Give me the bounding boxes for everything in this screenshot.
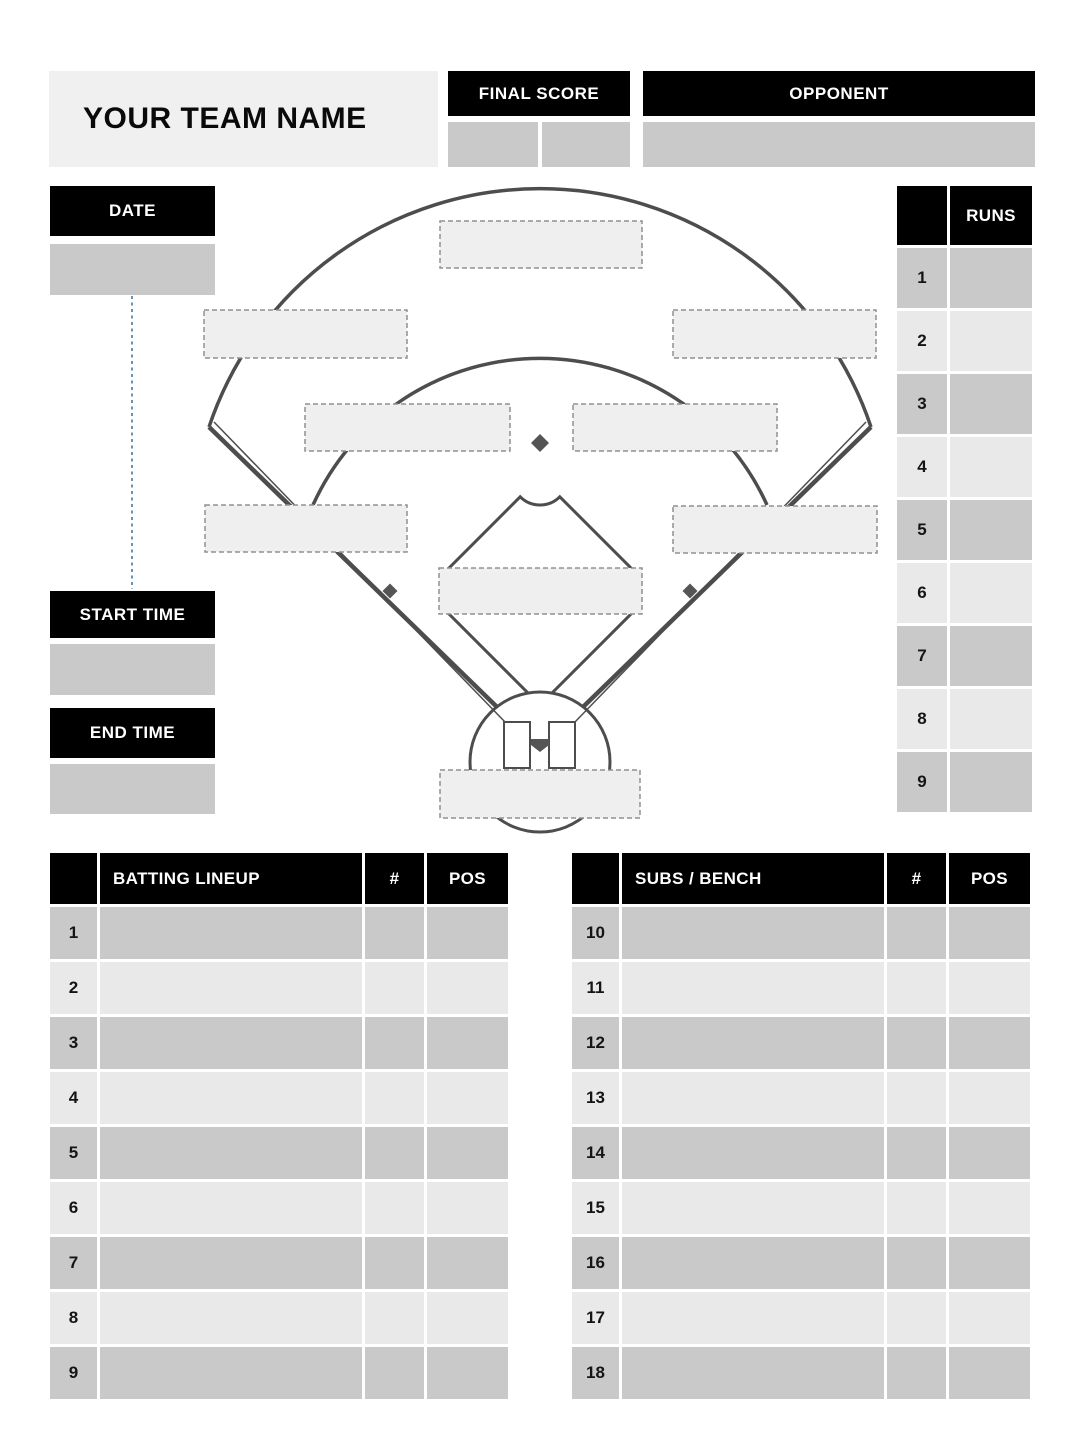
position-input[interactable] [949,1072,1030,1124]
right-batter-box [549,722,575,768]
position-header: POS [427,853,508,904]
player-name-input[interactable] [622,1347,884,1399]
jersey-number-input[interactable] [887,1017,946,1069]
player-name-input[interactable] [100,1072,362,1124]
runs-input[interactable] [950,248,1032,308]
inning-number: 5 [897,500,947,560]
position-input[interactable] [949,1237,1030,1289]
slot-pitcher[interactable] [439,568,642,614]
jersey-number-header: # [887,853,946,904]
position-input[interactable] [427,962,508,1014]
final-score-header: FINAL SCORE [448,71,630,116]
position-input[interactable] [949,1017,1030,1069]
runs-input[interactable] [950,563,1032,623]
batting-lineup-table [50,853,508,1399]
runs-input[interactable] [950,626,1032,686]
inning-number: 2 [897,311,947,371]
batting-order-number: 3 [50,1017,97,1069]
slot-right-field[interactable] [673,310,876,358]
jersey-number-input[interactable] [365,1347,424,1399]
player-name-input[interactable] [622,1017,884,1069]
runs-input[interactable] [950,752,1032,812]
runs-input[interactable] [950,374,1032,434]
player-name-input[interactable] [100,1182,362,1234]
jersey-number-input[interactable] [365,1182,424,1234]
jersey-number-input[interactable] [887,1182,946,1234]
inning-number: 6 [897,563,947,623]
sub-order-number: 17 [572,1292,619,1344]
jersey-number-input[interactable] [887,1237,946,1289]
jersey-number-input[interactable] [887,1072,946,1124]
jersey-number-input[interactable] [365,1072,424,1124]
batting-order-number: 2 [50,962,97,1014]
sub-order-number: 13 [572,1072,619,1124]
jersey-number-input[interactable] [365,1017,424,1069]
inning-number: 3 [897,374,947,434]
second-base-marker-icon [531,434,549,452]
slot-right-middle-infield[interactable] [573,404,777,451]
slot-third-base[interactable] [205,505,407,552]
batting-order-number: 7 [50,1237,97,1289]
jersey-number-input[interactable] [365,1127,424,1179]
sub-order-number: 14 [572,1127,619,1179]
player-name-input[interactable] [622,1072,884,1124]
left-foul-line [209,427,497,707]
runs-input[interactable] [950,500,1032,560]
jersey-number-input[interactable] [887,1127,946,1179]
sub-order-number: 10 [572,907,619,959]
player-name-input[interactable] [622,907,884,959]
position-input[interactable] [949,962,1030,1014]
jersey-number-input[interactable] [887,907,946,959]
team-name-field[interactable]: YOUR TEAM NAME [49,71,438,167]
player-name-input[interactable] [100,1292,362,1344]
batting-order-number: 8 [50,1292,97,1344]
position-input[interactable] [427,1072,508,1124]
batting-order-number: 6 [50,1182,97,1234]
sub-order-number: 15 [572,1182,619,1234]
jersey-number-input[interactable] [365,962,424,1014]
jersey-number-input[interactable] [887,962,946,1014]
runs-input[interactable] [950,311,1032,371]
player-name-input[interactable] [622,1182,884,1234]
opponent-header: OPPONENT [643,71,1035,116]
position-input[interactable] [949,1292,1030,1344]
date-label: DATE [50,186,215,236]
sub-order-number: 16 [572,1237,619,1289]
position-input[interactable] [427,1292,508,1344]
sub-order-number: 18 [572,1347,619,1399]
position-input[interactable] [949,907,1030,959]
position-input[interactable] [427,1017,508,1069]
end-time-label: END TIME [50,708,215,758]
inning-number: 8 [897,689,947,749]
inning-number: 1 [897,248,947,308]
inning-number: 9 [897,752,947,812]
position-input[interactable] [427,1237,508,1289]
subs-bench-header: SUBS / BENCH [622,853,884,904]
runs-input[interactable] [950,689,1032,749]
batting-order-number: 9 [50,1347,97,1399]
position-input[interactable] [427,1182,508,1234]
player-name-input[interactable] [622,1127,884,1179]
position-input[interactable] [427,907,508,959]
batting-order-number: 4 [50,1072,97,1124]
player-name-input[interactable] [100,1017,362,1069]
runs-table [897,186,1032,812]
player-name-input[interactable] [100,1127,362,1179]
player-name-input[interactable] [622,1237,884,1289]
position-input[interactable] [949,1182,1030,1234]
inning-header-spacer [897,186,947,245]
start-time-label: START TIME [50,591,215,638]
slot-left-middle-infield[interactable] [305,404,510,451]
runs-header: RUNS [950,186,1032,245]
jersey-number-input[interactable] [365,1237,424,1289]
player-name-input[interactable] [622,962,884,1014]
player-name-input[interactable] [100,1237,362,1289]
position-input[interactable] [949,1347,1030,1399]
position-input[interactable] [427,1127,508,1179]
batting-order-number: 5 [50,1127,97,1179]
slot-first-base[interactable] [673,506,877,553]
jersey-number-input[interactable] [365,1292,424,1344]
order-header-spacer [50,853,97,904]
batting-order-number: 1 [50,907,97,959]
jersey-number-input[interactable] [887,1292,946,1344]
jersey-number-input[interactable] [887,1347,946,1399]
jersey-number-header: # [365,853,424,904]
subs-bench-table [572,853,1030,1399]
position-input[interactable] [949,1127,1030,1179]
position-header: POS [949,853,1030,904]
right-foul-line [583,427,871,707]
left-batter-box [504,722,530,768]
player-name-input[interactable] [100,907,362,959]
slot-left-field[interactable] [204,310,407,358]
player-name-input[interactable] [100,962,362,1014]
order-header-spacer [572,853,619,904]
sub-order-number: 12 [572,1017,619,1069]
player-name-input[interactable] [100,1347,362,1399]
batting-lineup-header: BATTING LINEUP [100,853,362,904]
inning-number: 7 [897,626,947,686]
slot-catcher[interactable] [440,770,640,818]
jersey-number-input[interactable] [365,907,424,959]
inning-number: 4 [897,437,947,497]
sub-order-number: 11 [572,962,619,1014]
slot-center-field[interactable] [440,221,642,268]
runs-input[interactable] [950,437,1032,497]
player-name-input[interactable] [622,1292,884,1344]
position-input[interactable] [427,1347,508,1399]
